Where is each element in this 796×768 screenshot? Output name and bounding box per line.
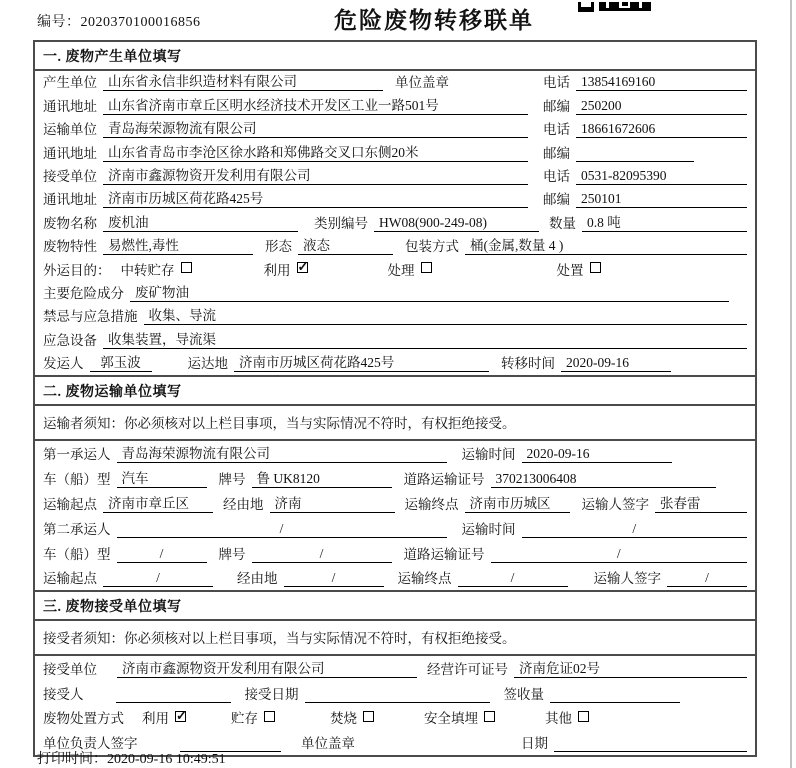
disposal-option-other: [545, 707, 589, 727]
serial-number-line: [37, 11, 201, 31]
shipper-dest-value: 济南市历城区荷花路425号: [234, 355, 489, 372]
transporter-phone-label: 电话: [543, 122, 570, 138]
waste-name-row: [35, 211, 755, 234]
manifest-form: [33, 40, 757, 757]
purpose-option-treat: [388, 259, 432, 279]
waste-pack-label: 包装方式: [405, 239, 459, 255]
section2-body: [35, 406, 755, 590]
route1-via-label: 经由地: [223, 496, 264, 512]
disposal-option-incinerate: [330, 707, 374, 727]
signoff-date-value: [554, 751, 747, 752]
producer-label: 产生单位: [43, 75, 97, 91]
carrier2-row: [35, 516, 755, 541]
purpose-label: 外运目的：: [43, 262, 111, 278]
print-time-label: 打印时间：: [37, 752, 107, 767]
waste-name-value: 废机油: [103, 215, 298, 232]
emergency-measures-label: 禁忌与应急措施: [43, 309, 138, 325]
transporter-zip-value: [576, 161, 694, 162]
accept-unit-label: 接受单位: [43, 662, 97, 678]
waste-traits-value: 易燃性,毒性: [103, 238, 253, 255]
purpose-option-utilize: [264, 259, 308, 279]
route2-sign-label: 运输人签字: [593, 571, 661, 587]
hazard-row: [35, 282, 755, 305]
producer-seal-label: 单位盖章: [395, 75, 449, 91]
carrier1-label: 第一承运人: [43, 446, 111, 462]
carrier1-time-label: 运输时间: [461, 446, 516, 462]
checkbox-dispose: [590, 262, 601, 273]
accept-date-value: [305, 702, 490, 703]
license-label: 经营许可证号: [427, 662, 508, 678]
waste-code-value: HW08(900-249-08): [374, 215, 539, 232]
section3-heading: 三. 废物接受单位填写: [35, 590, 755, 621]
signed-qty-label: 签收量: [503, 686, 544, 702]
route1-origin-label: 运输起点: [43, 496, 97, 512]
checkbox-disposal-other: [578, 711, 589, 722]
producer-address-row: [35, 94, 755, 117]
route2-end-value: /: [458, 570, 568, 587]
waste-name-label: 废物名称: [43, 215, 97, 231]
waste-traits-row: [35, 235, 755, 258]
purpose-option-transfer: [121, 259, 192, 279]
route2-via-value: /: [284, 570, 384, 587]
receiver-value: 济南市鑫源物资开发利用有限公司: [103, 168, 528, 185]
transporter-label: 运输单位: [43, 122, 97, 138]
qr-code-icon: [578, 0, 652, 18]
signoff-label: 单位负责人签字: [43, 735, 138, 751]
vehicle2-row: [35, 541, 755, 566]
route2-via-label: 经由地: [237, 571, 278, 587]
route1-sign-value: 张春雷: [655, 496, 747, 513]
purpose-option-dispose: [557, 259, 601, 279]
purpose-option-utilize-label: 利用: [263, 262, 291, 278]
print-time-line: [37, 748, 226, 768]
plate2-label: 牌号: [218, 546, 246, 562]
producer-address-label: 通讯地址: [43, 98, 97, 114]
vehicle1-row: [35, 466, 755, 491]
accept-date-label: 接受日期: [244, 686, 299, 702]
disposal-option-store: [231, 707, 275, 727]
emergency-measures-value: 收集、导流: [144, 308, 748, 325]
shipper-value: 郭玉波: [90, 355, 152, 372]
waste-code-label: 类别编号: [314, 215, 368, 231]
section1-heading: 一. 废物产生单位填写: [35, 42, 755, 71]
route1-row: [35, 491, 755, 516]
signed-qty-value: [550, 702, 680, 703]
producer-value: 山东省永信非织造材料有限公司: [103, 74, 383, 91]
permit2-value: /: [491, 546, 748, 563]
license-value: 济南危证02号: [514, 661, 747, 678]
purpose-option-treat-label: 处理: [387, 262, 415, 278]
transporter-value: 青岛海荣源物流有限公司: [103, 121, 528, 138]
purpose-row: [35, 258, 755, 281]
disposal-option-utilize: [142, 707, 186, 727]
purpose-option-transfer-label: 中转贮存: [120, 262, 175, 278]
print-time-value: 2020-09-16 10:49:51: [107, 752, 226, 767]
emergency-equipment-label: 应急设备: [43, 332, 97, 348]
disposal-option-utilize-label: 利用: [142, 711, 169, 727]
vehicle2-label: 车（船）型: [43, 546, 111, 562]
transporter-notice: 运输者须知：你必须核对以上栏目事项，当与实际情况不符时，有权拒绝接受。: [35, 406, 755, 441]
transporter-row: [35, 118, 755, 141]
receiver-label: 接受单位: [43, 168, 97, 184]
transfer-time-value: 2020-09-16: [561, 355, 671, 372]
serial-value: 2020370100016856: [80, 15, 201, 30]
disposal-option-other-label: 其他: [545, 711, 572, 727]
route2-row: [35, 566, 755, 591]
plate1-value: 鲁 UK8120: [252, 471, 392, 488]
signoff-date-label: 日期: [521, 735, 548, 751]
disposal-option-incinerate-label: 焚烧: [330, 711, 357, 727]
accept-unit-value: 济南市鑫源物资开发利用有限公司: [117, 661, 417, 678]
producer-row: [35, 71, 755, 94]
receiver-address-value: 济南市历城区荷花路425号: [103, 191, 528, 208]
producer-address-value: 山东省济南市章丘区明水经济技术开发区工业一路501号: [103, 98, 528, 115]
carrier1-value: 青岛海荣源物流有限公司: [117, 446, 447, 463]
permit1-value: 370213006408: [491, 471, 716, 488]
receiver-zip-label: 邮编: [543, 192, 570, 208]
transporter-address-label: 通讯地址: [43, 145, 97, 161]
transporter-address-value: 山东省青岛市李沧区徐水路和郑佛路交叉口东侧20米: [103, 145, 528, 162]
checkbox-disposal-landfill: [484, 711, 495, 722]
transporter-zip-label: 邮编: [543, 145, 570, 161]
checkbox-disposal-utilize: [175, 711, 186, 722]
page-title: 危险废物转移联单: [334, 8, 534, 33]
route1-end-value: 济南市历城区: [465, 496, 570, 513]
checkbox-utilize: [297, 262, 308, 273]
producer-phone-label: 电话: [543, 75, 570, 91]
serial-label: 编号：: [37, 15, 81, 30]
carrier2-time-value: /: [522, 521, 748, 538]
hazard-value: 废矿物油: [130, 285, 729, 302]
waste-qty-label: 数量: [549, 215, 576, 231]
emergency-measures-row: [35, 305, 755, 328]
receiver-phone-value: 0531-82095390: [576, 168, 747, 185]
route2-sign-value: /: [667, 570, 747, 587]
emergency-equipment-value: 收集装置，导流渠: [103, 332, 747, 349]
signoff-seal-label: 单位盖章: [301, 735, 355, 751]
route1-origin-value: 济南市章丘区: [103, 496, 213, 513]
acceptor-value: [116, 702, 231, 703]
checkbox-treat: [421, 262, 432, 273]
waste-pack-value: 桶(金属,数量 4 ): [465, 238, 747, 255]
carrier2-value: /: [117, 521, 447, 538]
checkbox-transfer-storage: [181, 262, 192, 273]
producer-zip-label: 邮编: [543, 98, 570, 114]
waste-qty-value: 0.8 吨: [582, 215, 747, 232]
producer-phone-value: 13854169160: [576, 74, 747, 91]
route2-end-label: 运输终点: [397, 571, 452, 587]
receiver-address-label: 通讯地址: [43, 192, 97, 208]
checkbox-disposal-store: [264, 711, 275, 722]
route2-origin-value: /: [103, 570, 213, 587]
shipper-dest-label: 运达地: [187, 356, 228, 372]
shipper-label: 发运人: [43, 356, 84, 372]
route1-sign-label: 运输人签字: [581, 496, 649, 512]
checkbox-disposal-incinerate: [363, 711, 374, 722]
plate2-value: /: [252, 546, 392, 563]
accept-unit-row: [35, 656, 755, 681]
acceptor-label: 接受人: [43, 686, 84, 702]
vehicle1-value: 汽车: [117, 471, 207, 488]
transfer-time-label: 转移时间: [501, 356, 555, 372]
receiver-address-row: [35, 188, 755, 211]
disposal-option-landfill: [424, 707, 495, 727]
carrier2-label: 第二承运人: [43, 521, 111, 537]
section1-body: [35, 71, 755, 375]
plate1-label: 牌号: [218, 471, 246, 487]
permit1-label: 道路运输证号: [403, 471, 485, 487]
acceptor-row: [35, 681, 755, 706]
hazard-label: 主要危险成分: [43, 285, 124, 301]
page-edge-line: [790, 0, 792, 768]
section3-body: [35, 621, 755, 754]
waste-form-label: 形态: [265, 239, 292, 255]
disposal-option-store-label: 贮存: [231, 711, 258, 727]
vehicle2-value: /: [117, 546, 207, 563]
vehicle1-label: 车（船）型: [43, 471, 111, 487]
receiver-row: [35, 165, 755, 188]
waste-form-value: 液态: [298, 238, 393, 255]
permit2-label: 道路运输证号: [403, 546, 485, 562]
disposal-row: [35, 706, 755, 731]
disposal-label: 废物处置方式: [43, 711, 124, 727]
transporter-phone-value: 18661672606: [576, 121, 747, 138]
route1-end-label: 运输终点: [404, 496, 459, 512]
receiver-zip-value: 250101: [576, 191, 747, 208]
carrier1-time-value: 2020-09-16: [522, 446, 672, 463]
section2-heading: 二. 废物运输单位填写: [35, 375, 755, 406]
carrier2-time-label: 运输时间: [461, 521, 516, 537]
receiver-notice: 接受者须知：你必须核对以上栏目事项，当与实际情况不符时，有权拒绝接受。: [35, 621, 755, 656]
waste-traits-label: 废物特性: [43, 239, 97, 255]
transporter-address-row: [35, 141, 755, 164]
carrier1-row: [35, 441, 755, 466]
shipper-row: [35, 352, 755, 375]
emergency-equipment-row: [35, 328, 755, 351]
route1-via-value: 济南: [270, 496, 395, 513]
disposal-option-landfill-label: 安全填埋: [424, 711, 478, 727]
receiver-phone-label: 电话: [543, 168, 570, 184]
route2-origin-label: 运输起点: [43, 571, 97, 587]
purpose-option-dispose-label: 处置: [556, 262, 584, 278]
producer-zip-value: 250200: [576, 98, 747, 115]
